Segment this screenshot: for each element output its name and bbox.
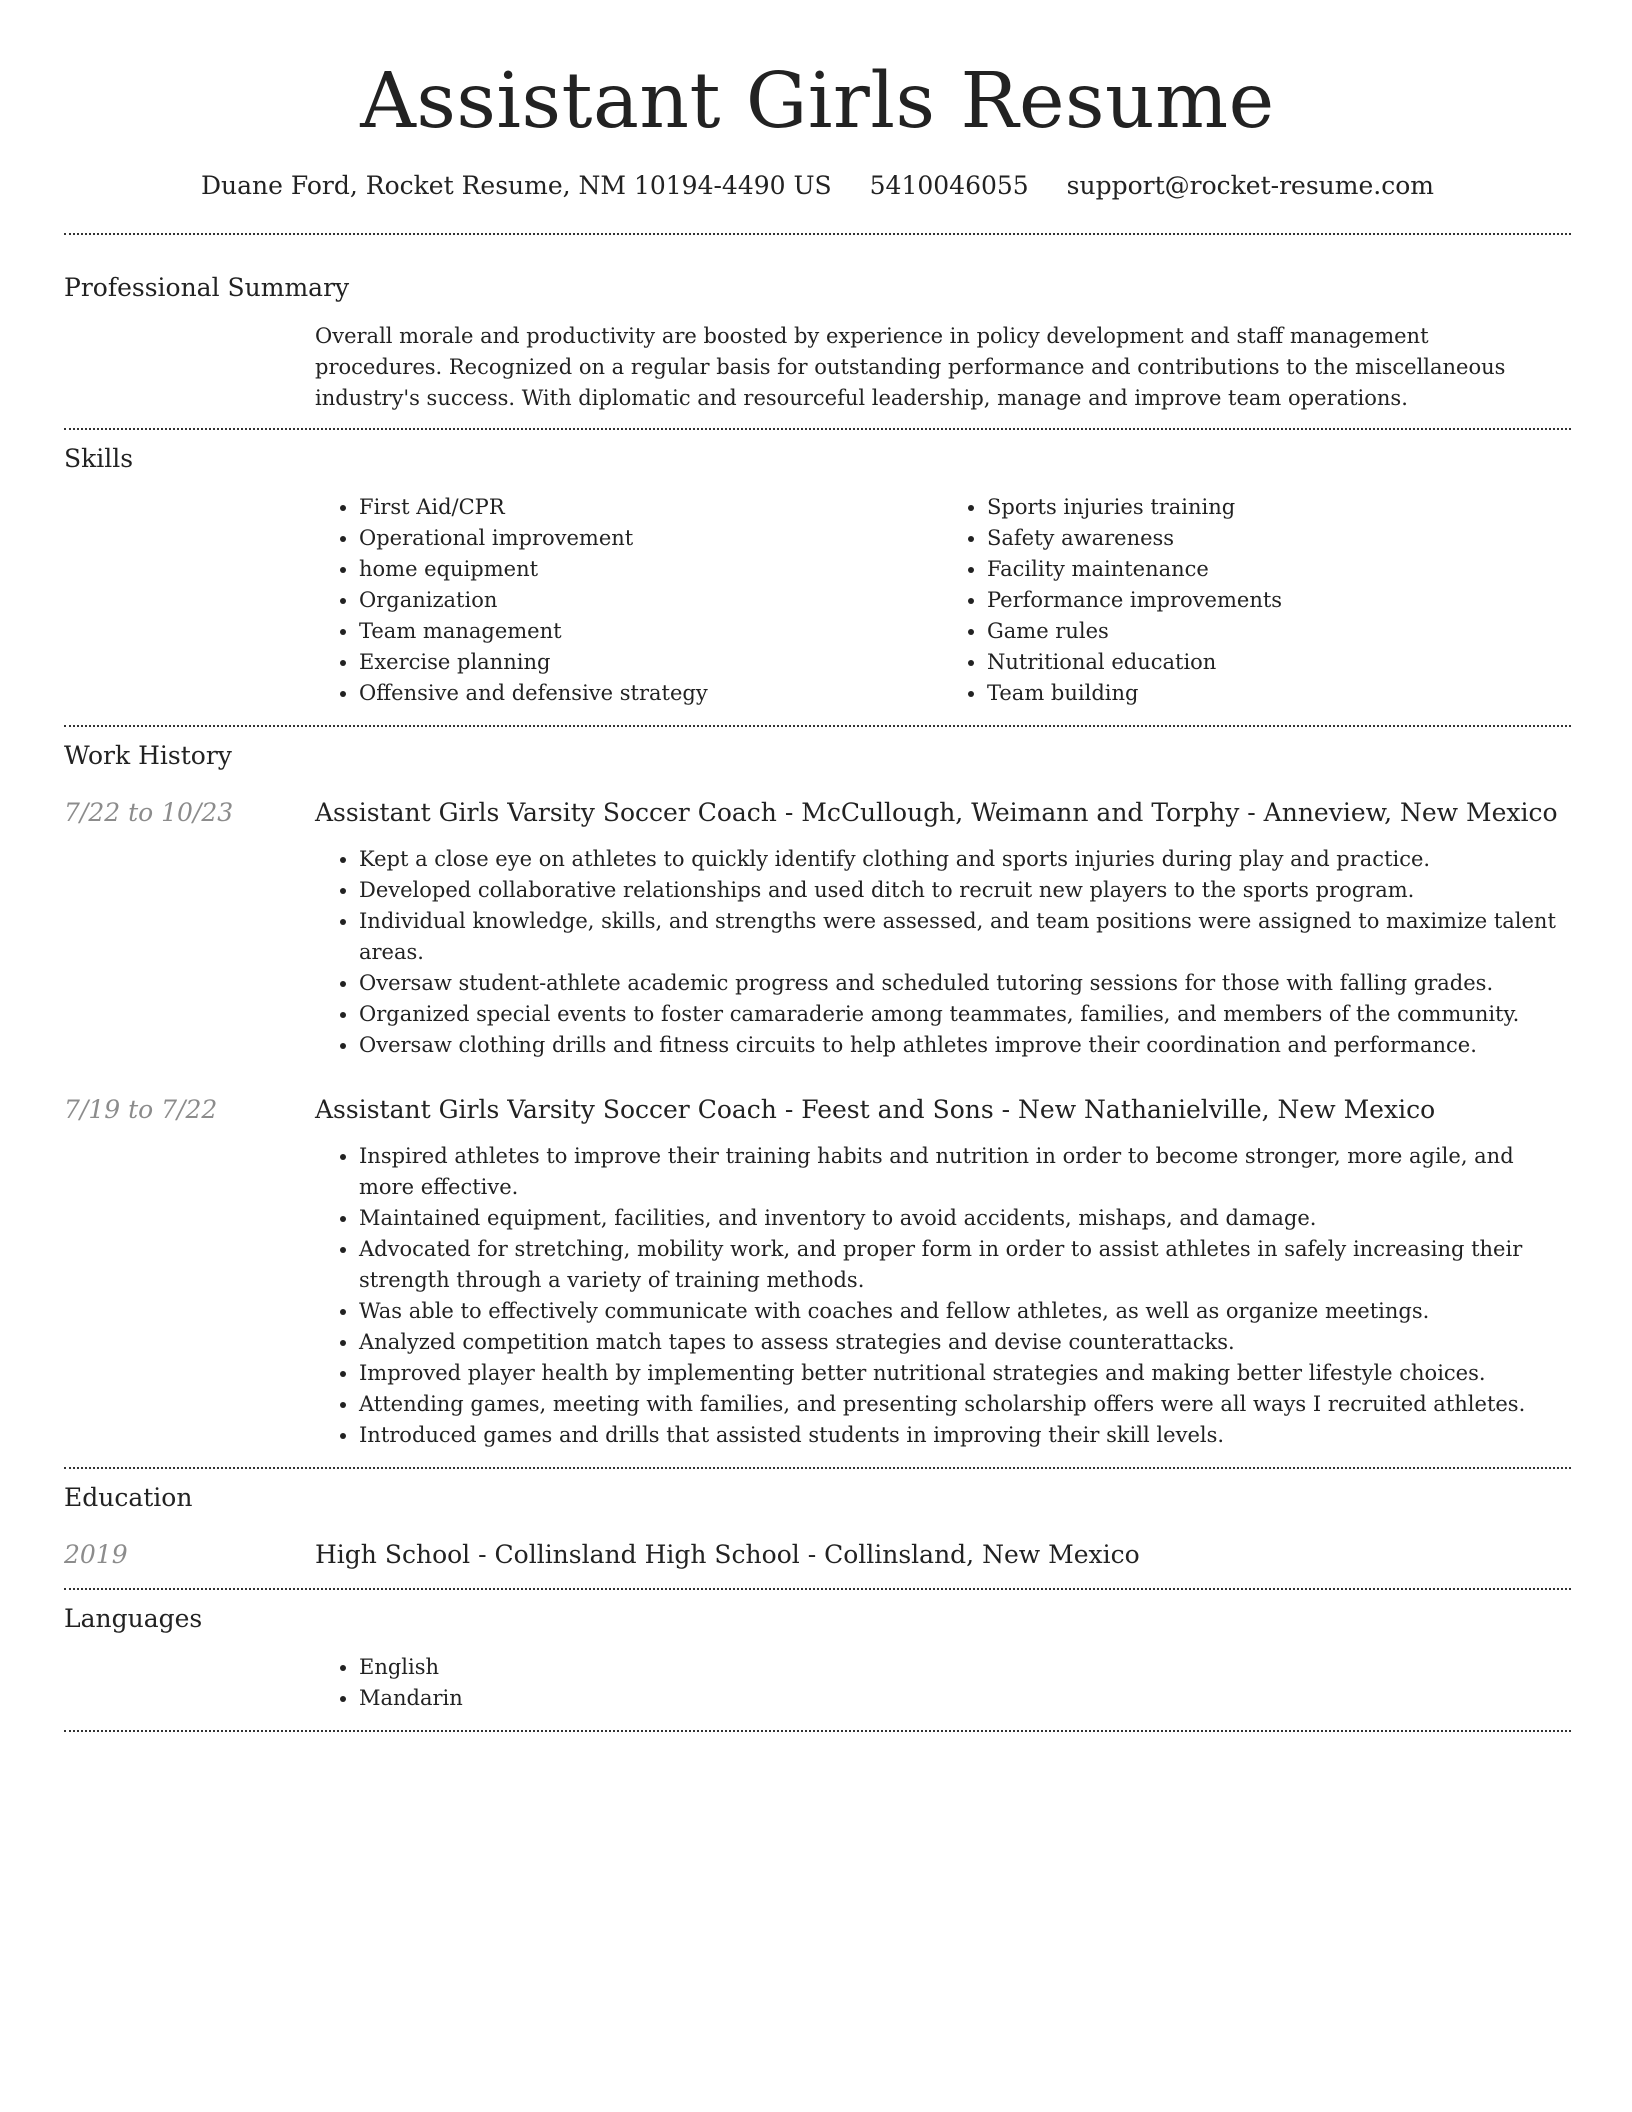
- resume-title: Assistant Girls Resume: [360, 57, 1275, 146]
- section-heading-skills: Skills: [64, 444, 134, 473]
- job-bullet: • Was able to effectively communicate with coaches and fellow athletes, as well as organize meetings.: [359, 1296, 1571, 1327]
- skill-item: • Safety awareness: [987, 523, 1571, 554]
- section-heading-education: Education: [64, 1483, 193, 1512]
- skill-item: • Team management: [359, 616, 943, 647]
- skill-item: • Operational improvement: [359, 523, 943, 554]
- job-bullets: [315, 1141, 1571, 1451]
- skills-grid: [315, 492, 1571, 709]
- skill-item: • Sports injuries training: [987, 492, 1571, 523]
- job-bullet: • Advocated for stretching, mobility work, and proper form in order to assist athletes in safely increasing their strength through a variety of training methods.: [359, 1234, 1571, 1296]
- skill-item: • Facility maintenance: [987, 554, 1571, 585]
- job-dates: 7/19 to 7/22: [64, 1095, 218, 1124]
- skill-item: • Nutritional education: [987, 647, 1571, 678]
- job-title: Assistant Girls Varsity Soccer Coach - Feest and Sons - New Nathanielville, New Mexico: [315, 1095, 1436, 1124]
- job-bullets-container: [315, 844, 1571, 1061]
- job-dates: 7/22 to 10/23: [64, 798, 234, 827]
- language-item: • English: [359, 1652, 1571, 1683]
- job-bullet: • Organized special events to foster camaraderie among teammates, families, and members of the community.: [359, 999, 1571, 1030]
- language-item: • Mandarin: [359, 1683, 1571, 1714]
- job-bullet: • Improved player health by implementing better nutritional strategies and making better lifestyle choices.: [359, 1358, 1571, 1389]
- contact-line: [64, 169, 1571, 203]
- skill-item: • Game rules: [987, 616, 1571, 647]
- languages-section: [64, 1590, 1571, 1714]
- job-title: Assistant Girls Varsity Soccer Coach - McCullough, Weimann and Torphy - Anneview, New Mexico: [315, 798, 1558, 827]
- work-history-section: [64, 727, 1571, 1451]
- summary-section: [64, 235, 1571, 414]
- section-heading-languages: Languages: [64, 1604, 203, 1633]
- divider: [64, 1730, 1571, 1732]
- job-header: [64, 796, 1571, 830]
- job-bullet: • Introduced games and drills that assisted students in improving their skill levels.: [359, 1420, 1571, 1451]
- languages-list: [315, 1652, 1571, 1714]
- contact-address: Duane Ford, Rocket Resume, NM 10194-4490 US: [201, 171, 832, 200]
- skills-list-left: [315, 492, 943, 709]
- skill-item: • Organization: [359, 585, 943, 616]
- job-bullet: • Oversaw student-athlete academic progress and scheduled tutoring sessions for those with falling grades.: [359, 968, 1571, 999]
- skill-item: • First Aid/CPR: [359, 492, 943, 523]
- job-bullet: • Attending games, meeting with families, and presenting scholarship offers were all ways I recruited athletes.: [359, 1389, 1571, 1420]
- job-header: [64, 1093, 1571, 1127]
- education-entry: [64, 1538, 1571, 1572]
- job-entry: [64, 1093, 1571, 1451]
- contact-email: support@rocket-resume.com: [1066, 171, 1434, 200]
- job-bullet: • Oversaw clothing drills and fitness circuits to help athletes improve their coordination and performance.: [359, 1030, 1571, 1061]
- skills-section: [64, 430, 1571, 709]
- contact-phone: 5410046055: [869, 171, 1029, 200]
- skill-item: • Performance improvements: [987, 585, 1571, 616]
- summary-text: Overall morale and productivity are boosted by experience in policy development and staff management procedures. Recognized on a regular basis for outstanding performance and contributions to the miscellaneous industry's success. With diplomatic and resourceful leadership, manage and improve team operations.: [315, 324, 1506, 410]
- skills-list-right: [943, 492, 1571, 709]
- section-heading-work: Work History: [64, 741, 232, 770]
- job-bullet: • Maintained equipment, facilities, and inventory to avoid accidents, mishaps, and damage.: [359, 1203, 1571, 1234]
- job-bullet: • Individual knowledge, skills, and strengths were assessed, and team positions were assigned to maximize talent areas.: [359, 906, 1571, 968]
- section-heading-summary: Professional Summary: [64, 273, 350, 302]
- job-bullet: • Analyzed competition match tapes to assess strategies and devise counterattacks.: [359, 1327, 1571, 1358]
- languages-list-container: [315, 1652, 1571, 1714]
- job-entry: [64, 796, 1571, 1061]
- job-bullet: • Kept a close eye on athletes to quickly identify clothing and sports injuries during play and practice.: [359, 844, 1571, 875]
- skill-item: • Offensive and defensive strategy: [359, 678, 943, 709]
- education-year: 2019: [64, 1540, 128, 1569]
- job-bullets-container: [315, 1141, 1571, 1451]
- job-bullets: [315, 844, 1571, 1061]
- resume-page: [64, 0, 1571, 1732]
- education-section: [64, 1469, 1571, 1572]
- job-bullet: • Inspired athletes to improve their training habits and nutrition in order to become stronger, more agile, and more effective.: [359, 1141, 1571, 1203]
- skill-item: • home equipment: [359, 554, 943, 585]
- job-bullet: • Developed collaborative relationships and used ditch to recruit new players to the sports program.: [359, 875, 1571, 906]
- education-detail: High School - Collinsland High School - Collinsland, New Mexico: [315, 1540, 1140, 1569]
- skill-item: • Exercise planning: [359, 647, 943, 678]
- skill-item: • Team building: [987, 678, 1571, 709]
